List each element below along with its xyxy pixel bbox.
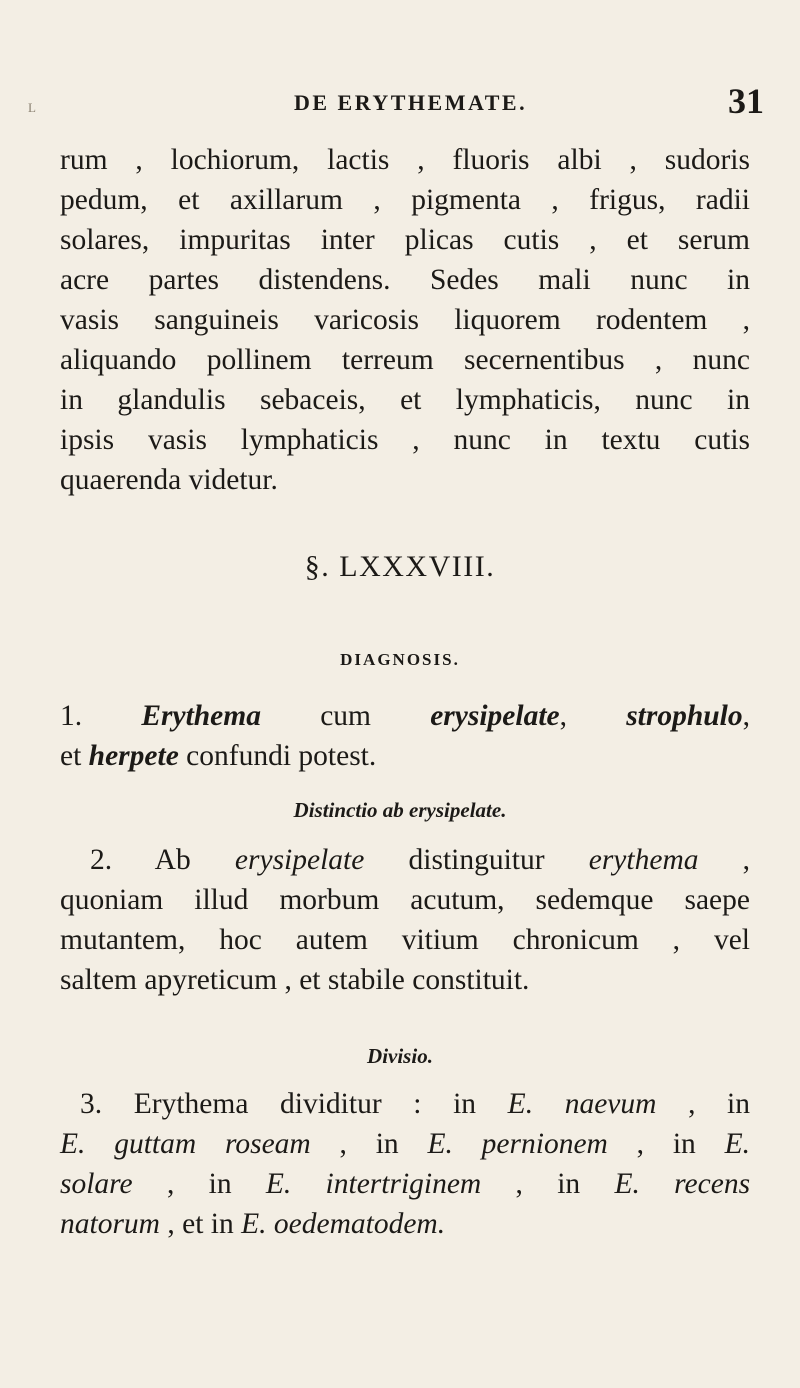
paragraph-continuation: [60, 140, 750, 500]
text-line: vasis sanguineis varicosis liquorem rodentem ,: [60, 304, 750, 336]
margin-mark: L: [28, 100, 36, 115]
text-line: quaerenda videtur.: [60, 464, 278, 496]
text-line: [60, 1084, 750, 1124]
word: , in: [339, 1128, 399, 1160]
running-head: [0, 81, 800, 126]
text-line: [60, 1164, 750, 1204]
text-line: rum , lochiorum, lactis , fluoris albi , sudoris: [60, 144, 750, 176]
text-line: [60, 696, 750, 736]
term: erysipelate: [430, 700, 560, 732]
text-line: pedum, et axillarum , pigmenta , frigus, radii: [60, 184, 750, 216]
text-line: [60, 1124, 750, 1164]
term: Erythema: [141, 700, 261, 732]
text-line: ipsis vasis lymphaticis , nunc in textu cutis: [60, 424, 750, 456]
term: natorum: [60, 1208, 160, 1240]
punct: ,: [559, 700, 567, 732]
term: solare: [60, 1168, 133, 1200]
word: cum: [320, 700, 371, 732]
item-number: 1.: [60, 700, 83, 732]
word: confundi potest.: [186, 740, 377, 772]
text-line: [60, 736, 750, 776]
term: E. pernionem: [427, 1128, 608, 1160]
term: herpete: [88, 740, 179, 772]
page-number: 31: [728, 81, 764, 121]
word: , et in: [167, 1208, 234, 1240]
term: strophulo: [626, 700, 743, 732]
text-line: mutantem, hoc autem vitium chronicum , vel: [60, 924, 750, 956]
item-2: [60, 840, 750, 1000]
term: erythema: [588, 844, 699, 876]
divisio-heading: Divisio.: [367, 1044, 433, 1068]
term: E. intertriginem: [265, 1168, 482, 1200]
item-number: 2.: [90, 844, 113, 876]
text-line: in glandulis sebaceis, et lymphaticis, nunc in: [60, 384, 750, 416]
text-line: acre partes distendens. Sedes mali nunc in: [60, 264, 750, 296]
term: E. recens: [614, 1168, 751, 1200]
word: , in: [515, 1168, 581, 1200]
word: , in: [166, 1168, 232, 1200]
text-line: saltem apyreticum , et stabile constituit.: [60, 964, 530, 996]
word: et: [60, 740, 82, 772]
item-3: [60, 1084, 750, 1244]
term: E.: [724, 1128, 751, 1160]
word: , in: [636, 1128, 696, 1160]
running-title: DE ERYTHEMATE.: [294, 90, 528, 115]
text-line: quoniam illud morbum acutum, sedemque saepe: [60, 884, 750, 916]
punct: ,: [742, 844, 751, 876]
text-line: solares, impuritas inter plicas cutis , et serum: [60, 224, 750, 256]
punct: ,: [742, 700, 750, 732]
section-heading: §. LXXXVIII.: [304, 550, 496, 583]
item-1: [60, 696, 750, 776]
word: , in: [688, 1088, 751, 1120]
text-line: [60, 840, 750, 880]
text-line: [60, 1204, 750, 1244]
word: Ab: [154, 844, 191, 876]
term: E. naevum: [507, 1088, 657, 1120]
term: E. guttam roseam: [60, 1128, 311, 1160]
word: 3. Erythema dividitur : in: [80, 1088, 477, 1120]
term: erysipelate: [234, 844, 365, 876]
distinctio-heading: Distinctio ab erysipelate.: [293, 798, 507, 822]
term: E. oedematodem.: [241, 1208, 446, 1240]
section-subheading: DIAGNOSIS.: [340, 650, 460, 669]
word: distinguitur: [408, 844, 545, 876]
text-line: aliquando pollinem terreum secernentibus , nunc: [60, 344, 750, 376]
